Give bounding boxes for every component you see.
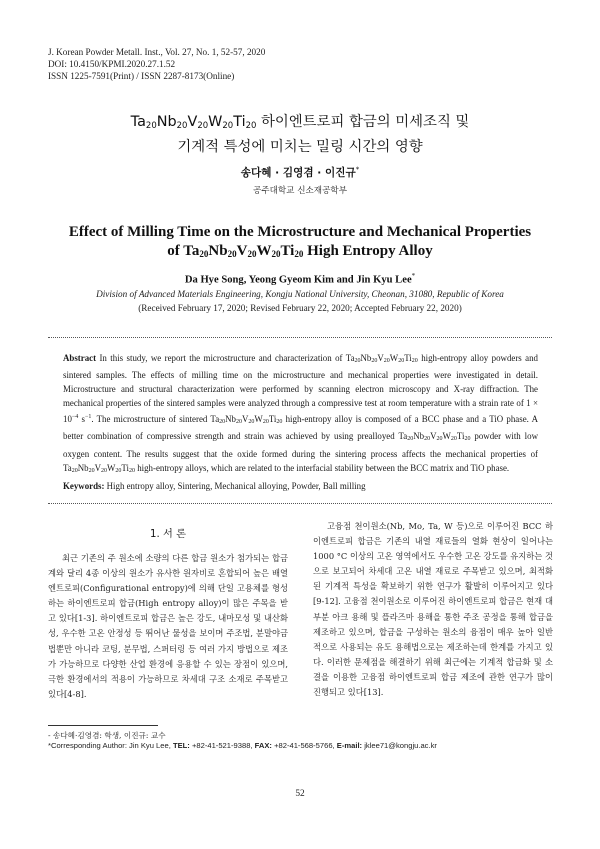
korean-authors: 송다혜 · 김영겸 · 이진규* <box>240 165 360 179</box>
section-heading-introduction: 1. 서 론 <box>150 529 186 540</box>
journal-info <box>48 46 265 83</box>
page-number: 52 <box>295 789 305 799</box>
email-link[interactable]: jklee71@kongju.ac.kr <box>362 741 437 750</box>
journal-citation: J. Korean Powder Metall. Inst., Vol. 27, No. 1, 52-57, 2020 <box>48 47 266 57</box>
korean-title <box>0 112 600 158</box>
keywords-label: Keywords: <box>63 481 105 491</box>
journal-doi: DOI: 10.4150/KPMI.2020.27.1.52 <box>48 59 176 70</box>
english-title-line2: of $Ta_{20}Nb_{20}V_{20}W_{20}Ti_{20}$ High Entropy Alloy <box>167 243 433 259</box>
english-authors: Da Hye Song, Yeong Gyeom Kim and Jin Kyu Lee* <box>184 272 416 286</box>
footnote-author-status: - 송다혜·김영겸: 학생, 이진규: 교수 <box>48 731 166 740</box>
corresponding-mark: * <box>355 165 360 174</box>
divider-top <box>48 337 552 338</box>
body-column-left: 최근 기존의 주 원소에 소량의 다른 합금 원소가 첨가되는 합금계와 달리 4종 이상의 원소가 유사한 원자비로 혼합되어 높은 배열 엔트로피(Configurational entropy)에 의해 단일 고용체를 형성하는 하이엔트로피 합금(High entropy alloy)이 많은 주목을 받고 있다[1-3]. 하이엔트로피 합금은 높은 강도, 내마모성 및 내산화성, 우수한 고온 안정성 등 뛰어난 물성을 보이며 주조법, 분말야금법뿐만 아니라 코팅, 분무법, 스퍼터링 등 여러 가지 방법으로 제조가 가능하므로 다양한 산업 환경에 응용할 수 있는 장점이 있으며, 극한 환경에서의 적용이 가능하므로 차세대 구조 소재로 주목받고 있다[4-8]. <box>48 553 288 699</box>
english-affiliation: Division of Advanced Materials Engineering, Kongju National University, Cheonan, 31080, Republic of Korea <box>96 289 504 299</box>
english-title-alloy: $Ta_{20}Nb_{20}V_{20}W_{20}Ti_{20}$ <box>183 243 304 259</box>
footnote-rule <box>48 725 158 726</box>
abstract-label: Abstract <box>63 353 97 363</box>
body-column-right: 고융점 천이원소(Nb, Mo, Ta, W 등)으로 이루어진 BCC 하이엔트로피 합금은 기존의 내열 재료들의 열화 현상이 일어나는 1000 °C 이상의 고온 영역에서도 우수한 고온 강도를 유지하는 것으로 보고되어 차세대 고온 내열 재료로 주목받고 있으며, 최적화된 기계적 특성을 확보하기 위한 연구가 활발히 이루어지고 있다[9-12]. 고융점 천이원소로 이루어진 하이엔트로피 합금은 현재 대부분 아크 용해 및 플라즈마 용해을 통한 주조 공정을 통해 합금을 제조하고 있으며, 합금을 구성하는 원소의 융점이 매우 높아 일반적으로 사용되는 유도 용해법으로는 제조하는데 한계를 가지고 있다. 이러한 문제점을 해결하기 위해 최근에는 기계적 합금화 및 소결을 이용한 고융점 하이엔트로피 합금 제조에 관한 연구가 많이 진행되고 있다[13]. <box>313 521 553 698</box>
footnote-corresponding: *Corresponding Author: Jin Kyu Lee, TEL: +82-41-521-9388, FAX: +82-41-568-5766, E-mail: jklee71@kongju.ac.kr <box>48 741 437 750</box>
received-dates: (Received February 17, 2020; Revised February 22, 2020; Accepted February 22, 2020) <box>138 303 462 313</box>
english-title <box>0 223 600 264</box>
divider-bottom <box>48 503 552 504</box>
corresponding-mark: * <box>411 272 416 280</box>
journal-issn: ISSN 1225-7591(Print) / ISSN 2287-8173(Online) <box>48 71 235 82</box>
keywords: Keywords: High entropy alloy, Sintering, Mechanical alloying, Powder, Ball milling <box>63 481 366 491</box>
korean-title-alloy: $Ta_{20}Nb_{20}V_{20}W_{20}Ti_{20}$ <box>130 114 257 131</box>
korean-title-line1: $Ta_{20}Nb_{20}V_{20}W_{20}Ti_{20}$ 하이엔트로피 합금의 미세조직 및 <box>130 114 470 131</box>
english-title-line1: Effect of Milling Time on the Microstructure and Mechanical Properties <box>68 224 532 240</box>
abstract: Abstract In this study, we report the microstructure and characterization of $Ta_{20}Nb_{20}V_{20}W_{20}Ti_{20}$ high-entropy alloy powders and sintered samples. The effects of milling time on the microstructure and mechanical properties were investigated in detail. Microstructure and structural characterization were performed by scanning electron microscopy and X-ray diffraction. The mechanical properties of the sintered samples were analyzed through a compressive test at room temperature with a strain rate of $1 \times 10^{-4}$ $s^{-1}$. The microstructure of sintered $Ta_{20}Nb_{20}V_{20}W_{20}Ti_{20}$ high-entropy alloy is composed of a BCC phase and a TiO phase. A better combination of compressive strength and strain was achieved by using prealloyed $Ta_{20}Nb_{20}V_{20}W_{20}Ti_{20}$ powder with low oxygen content. The results suggest that the oxide formed during the sintering process affects the mechanical properties of $Ta_{20}Nb_{20}V_{20}W_{20}Ti_{20}$ high-entropy alloys, which are related to the interfacial stability between the BCC matrix and TiO phase. <box>63 353 538 474</box>
korean-affiliation: 공주대학교 신소재공학부 <box>252 186 348 196</box>
korean-title-line2: 기계적 특성에 미치는 밀링 시간의 영향 <box>177 139 423 155</box>
